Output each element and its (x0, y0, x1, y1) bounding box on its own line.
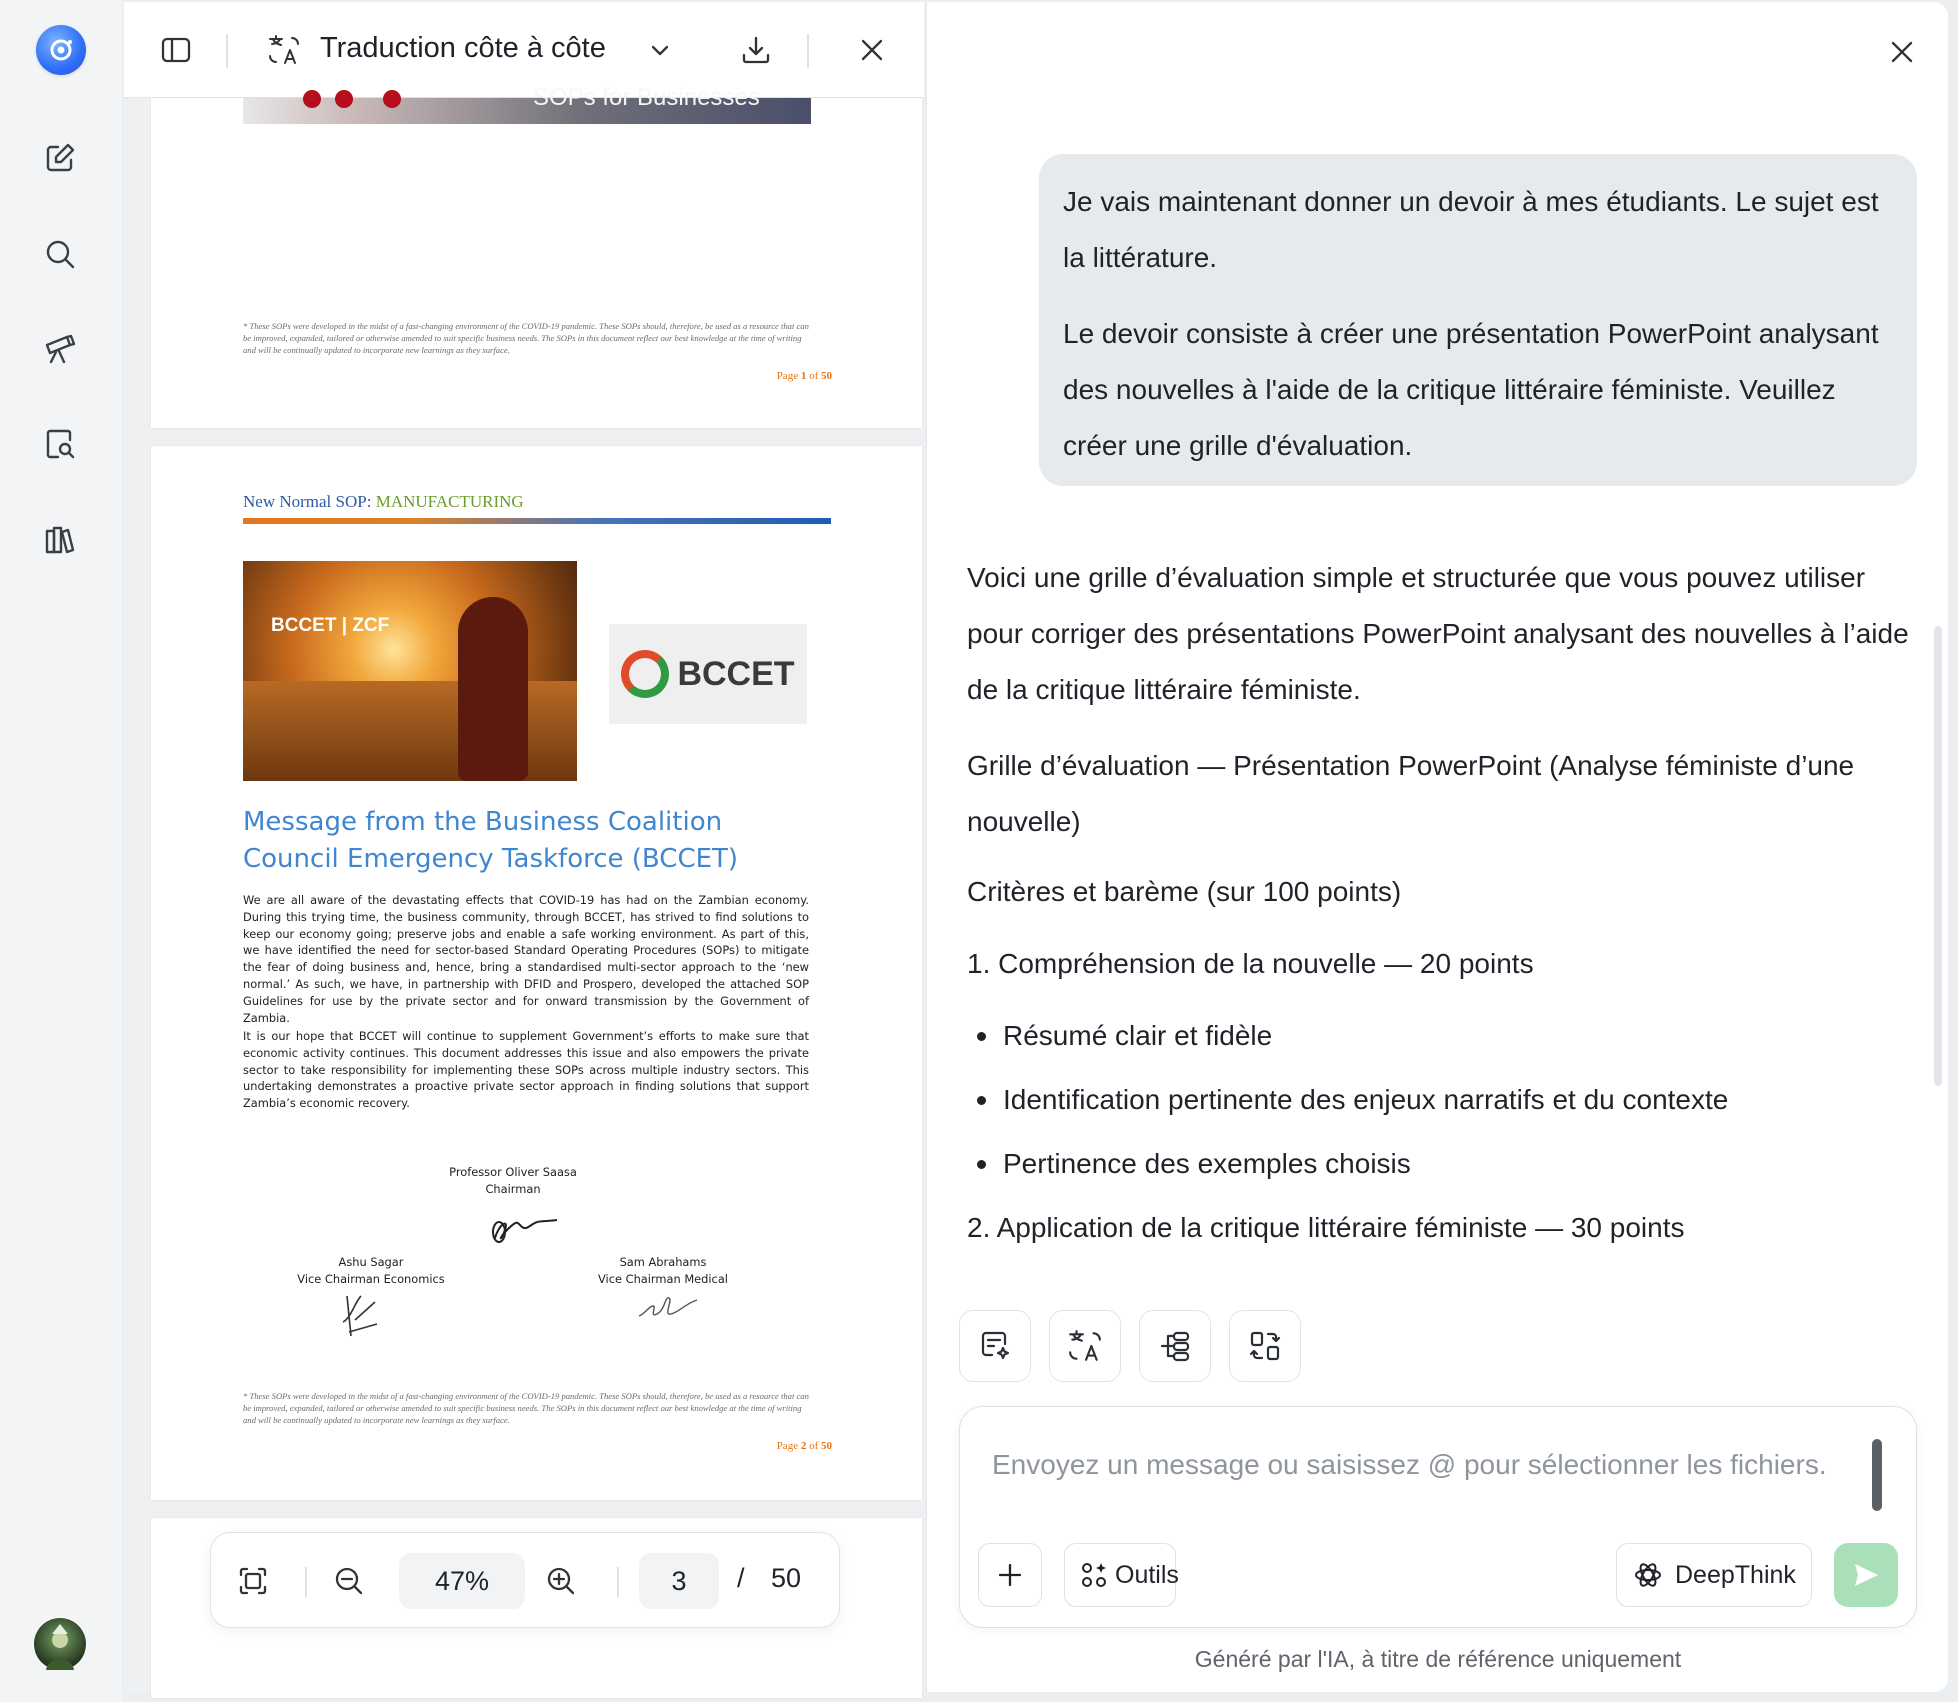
assistant-answer (967, 550, 1917, 1278)
toolbar-divider (617, 1567, 619, 1597)
app-logo-icon[interactable] (36, 25, 86, 75)
chat-panel (926, 2, 1948, 1692)
left-rail (0, 0, 122, 1702)
user-message-line: Le devoir consiste à créer une présentation PowerPoint analysant des nouvelles à l'aide de la critique littéraire féministe. Veuillez créer une grille d'évaluation. (1063, 318, 1879, 461)
answer-intro: Voici une grille d’évaluation simple et structurée que vous pouvez utiliser pour corriger des présentations PowerPoint analysant des nouvelles à l’aide de la critique littéraire féministe. (967, 562, 1909, 705)
photo-logos-text: BCCET | ZCF (271, 615, 390, 636)
answer-subheading: Critères et barème (sur 100 points) (967, 876, 1402, 907)
search-icon[interactable] (36, 230, 84, 278)
chat-scrollbar[interactable] (1934, 626, 1942, 1086)
vice-chair-economics-signature (337, 1292, 387, 1340)
new-chat-icon[interactable] (36, 134, 84, 182)
attach-button[interactable] (978, 1543, 1042, 1607)
answer-heading: Grille d’évaluation — Présentation PowerPoint (Analyse féministe d’une nouvelle) (967, 750, 1855, 837)
translate-tool-icon[interactable] (1049, 1310, 1121, 1382)
zoom-out-icon[interactable] (329, 1561, 369, 1601)
zoom-toolbar (210, 1532, 840, 1628)
sunset-photo (243, 561, 577, 781)
page-footnote: * These SOPs were developed in the midst of a fast-changing environment of the COVID-19 pandemic. These SOPs should, therefore, be used as a resource that can be improved, expanded, tailored or otherwise amended to suit specific business needs. The SOPs in this document reflect our best knowledge at the time of writing and will be continually updated to incorporate new learnings as they surface. (243, 1391, 809, 1425)
page-separator: / (737, 1563, 745, 1593)
document-header (124, 2, 924, 98)
list-item: Résumé clair et fidèle (967, 1014, 1917, 1058)
message-input[interactable]: Envoyez un message ou saisissez @ pour sélectionner les fichiers. (992, 1449, 1827, 1480)
message-title: Message from the Business Coalition Council Emergency Taskforce (BCCET) (243, 807, 739, 874)
body-paragraph-1: We are all aware of the devastating effects that COVID-19 has had on the Zambian economy. During this trying time, the business community, through BCCET, has strived to find solutions to keep our economy going; preserve jobs and enable a safe working environment. As part of this, we have identified the need for sector-based Standard Operating Procedures (SOPs) to mitigate the fear of doing business and, hence, bring a standardised multi-sector approach to the ‘new normal.’ As such, we have, in partnership with DFID and Prospero, developed the attached SOP Guidelines for use by the private sector and for onward transmission by the Government of Zambia. (243, 893, 809, 1025)
chairman-signature-block: Professor Oliver Saasa Chairman (449, 1165, 577, 1196)
bccet-logo: BCCET (609, 624, 807, 724)
deepthink-label: DeepThink (1675, 1560, 1796, 1589)
library-icon[interactable] (36, 516, 84, 564)
pdf-page-2 (151, 446, 922, 1500)
page-number-input[interactable]: 3 (639, 1553, 719, 1609)
page-banner-image (243, 84, 811, 124)
atom-icon (1633, 1560, 1663, 1590)
zoom-level[interactable]: 47% (399, 1553, 525, 1609)
discover-telescope-icon[interactable] (36, 324, 84, 372)
tools-label: Outils (1115, 1560, 1179, 1589)
doc-search-icon[interactable] (36, 420, 84, 468)
zoom-in-icon[interactable] (541, 1561, 581, 1601)
page-number: Page 1 of 50 (776, 370, 832, 382)
mind-map-icon[interactable] (1139, 1310, 1211, 1382)
deepthink-button[interactable] (1616, 1543, 1812, 1607)
translate-icon (264, 30, 304, 70)
user-avatar[interactable] (34, 1618, 86, 1670)
list-item: Identification pertinente des enjeux narratifs et du contexte (967, 1078, 1917, 1122)
summarize-icon[interactable] (959, 1310, 1031, 1382)
tools-grid-icon (1079, 1560, 1109, 1590)
chairman-signature (487, 1210, 567, 1246)
body-paragraph-2: It is our hope that BCCET will continue to supplement Government’s efforts to make sure that economic activity continues. This document addresses this issue and also empowers the private sector to take responsibility for implementing these SOPs across multiple industry sectors. This undertaking demonstrates a proactive private sector approach in finding solutions that support Zambia’s economic recovery. (243, 1029, 809, 1111)
header-divider (226, 34, 228, 68)
user-message-bubble (1039, 154, 1917, 486)
sop-heading: New Normal SOP: MANUFACTURING (243, 492, 524, 511)
page-number: Page 2 of 50 (776, 1440, 832, 1452)
pdf-page-1 (151, 84, 922, 428)
close-chat-icon[interactable] (1882, 32, 1922, 72)
total-pages: 50 (771, 1563, 802, 1593)
toolbar-divider (305, 1567, 307, 1597)
tools-button[interactable] (1064, 1543, 1179, 1607)
user-message-line: Je vais maintenant donner un devoir à mes étudiants. Le sujet est la littérature. (1063, 186, 1879, 273)
criterion-1: 1. Compréhension de la nouvelle — 20 points (967, 948, 1534, 979)
criterion-2: 2. Application de la critique littéraire féministe — 30 points (967, 1212, 1685, 1243)
vice-chair-economics-block: Ashu Sagar Vice Chairman Economics (297, 1255, 445, 1286)
list-item: Pertinence des exemples choisis (967, 1142, 1917, 1186)
send-button[interactable] (1834, 1543, 1898, 1607)
sidebar-toggle-icon[interactable] (156, 30, 196, 70)
input-scroll-handle (1872, 1439, 1882, 1511)
vice-chair-medical-block: Sam Abrahams Vice Chairman Medical (598, 1255, 728, 1286)
send-arrow-icon (1851, 1560, 1881, 1590)
sop-divider-bar (243, 518, 831, 524)
banner-text: SOPs for Businesses (533, 84, 760, 111)
message-composer[interactable] (959, 1406, 1917, 1628)
document-scroll-area[interactable] (124, 84, 924, 1692)
ai-disclaimer: Généré par l'IA, à titre de référence uniquement (1194, 1646, 1682, 1672)
vice-chair-medical-signature (635, 1292, 701, 1324)
chevron-down-icon[interactable] (640, 30, 680, 70)
convert-icon[interactable] (1229, 1310, 1301, 1382)
header-divider (807, 34, 809, 68)
fit-page-icon[interactable] (233, 1561, 273, 1601)
page-footnote: * These SOPs were developed in the midst of a fast-changing environment of the COVID-19 pandemic. These SOPs should, therefore, be used as a resource that can be improved, expanded, tailored or otherwise amended to suit specific business needs. The SOPs in this document reflect our best knowledge at the time of writing and will be continually updated to incorporate new learnings as they surface. (243, 321, 809, 355)
translation-mode-title[interactable]: Traduction côte à côte (320, 32, 606, 64)
close-document-icon[interactable] (852, 30, 892, 70)
document-panel (124, 2, 924, 1692)
download-icon[interactable] (736, 30, 776, 70)
plus-icon (995, 1560, 1025, 1590)
